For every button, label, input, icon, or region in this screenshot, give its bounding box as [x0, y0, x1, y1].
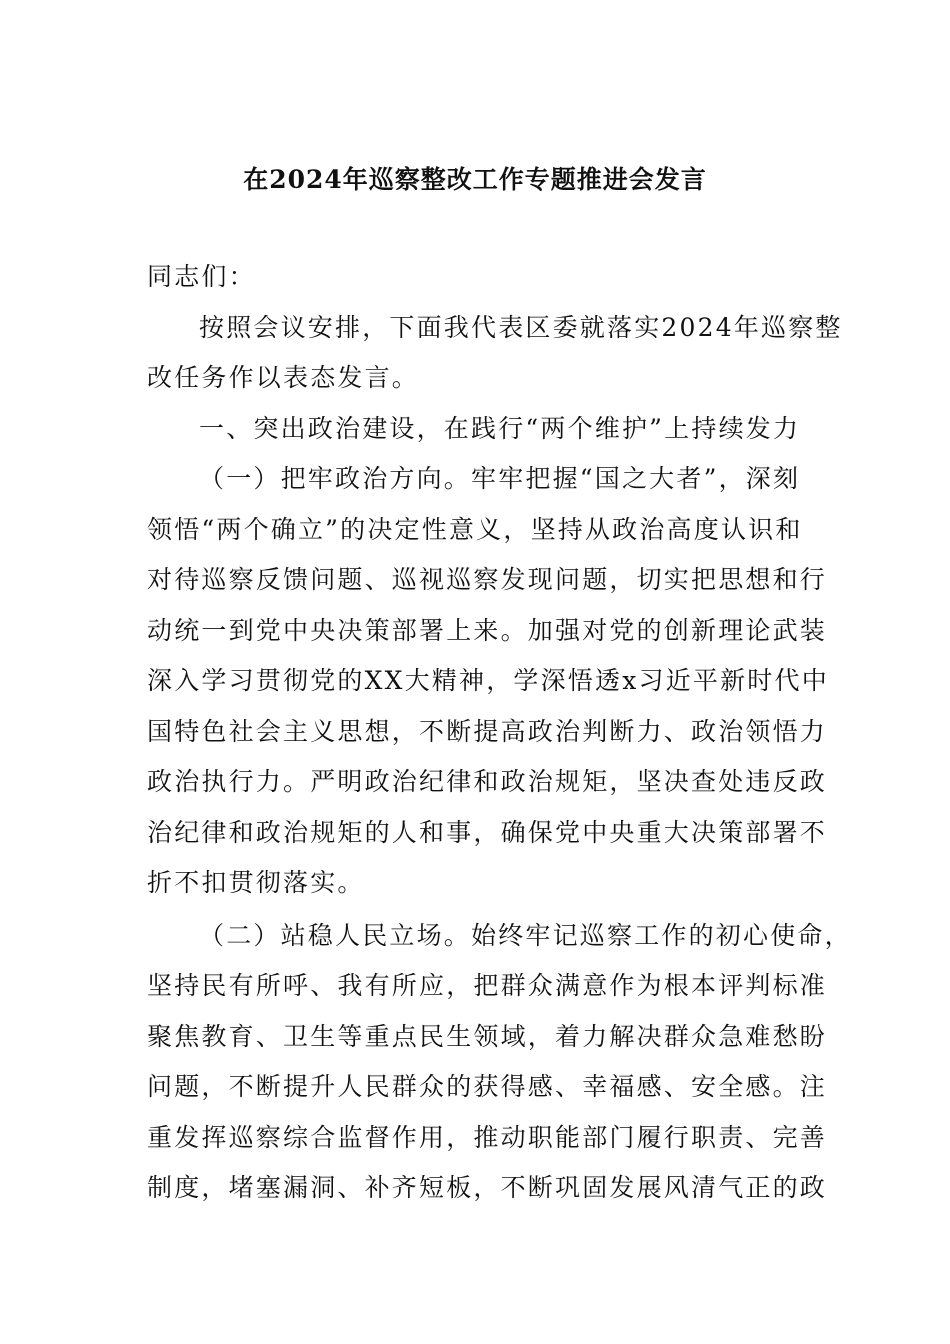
- paragraph-line: 按照会议安排，下面我代表区委就落实2024年巡察整: [199, 312, 843, 342]
- paragraph-line: 折不扣贯彻落实。: [147, 868, 365, 897]
- paragraph-line: 聚焦教育、卫生等重点民生领域，着力解决群众急难愁盼: [147, 1021, 828, 1051]
- paragraph-line: 对待巡察反馈问题、巡视巡察发现问题，切实把思想和行: [147, 565, 828, 594]
- paragraph-line: 政治执行力。严明政治纪律和政治规矩，坚决查处违反政: [147, 767, 828, 796]
- salutation: 同志们：: [147, 262, 256, 291]
- paragraph-line: 重发挥巡察综合监督作用，推动职能部门履行职责、完善: [147, 1122, 828, 1152]
- paragraph-line: 坚持民有所呼、我有所应，把群众满意作为根本评判标准: [147, 971, 828, 1000]
- paragraph-line: 改任务作以表态发言。: [147, 363, 420, 392]
- paragraph-line: （一）把牢政治方向。牢牢把握“国之大者”，深刻: [199, 464, 801, 493]
- document-body: [147, 252, 852, 1214]
- section-heading: 一、突出政治建设，在践行“两个维护”上持续发力: [199, 413, 801, 443]
- paragraph-line: 国特色社会主义思想，不断提高政治判断力、政治领悟力: [147, 716, 828, 746]
- paragraph-line: 深入学习贯彻党的XX大精神，学深悟透x习近平新时代中: [147, 666, 829, 695]
- paragraph-line: 动统一到党中央决策部署上来。加强对党的创新理论武装: [147, 615, 828, 645]
- paragraph-line: （二）站稳人民立场。始终牢记巡察工作的初心使命，: [199, 920, 852, 950]
- paragraph-line: 领悟“两个确立”的决定性意义，坚持从政治高度认识和: [147, 514, 803, 544]
- paragraph-line: 制度，堵塞漏洞、补齐短板，不断巩固发展风清气正的政: [147, 1173, 828, 1202]
- paragraph-line: 治纪律和政治规矩的人和事，确保党中央重大决策部署不: [147, 817, 828, 847]
- paragraph-line: 问题，不断提升人民群众的获得感、幸福感、安全感。注: [147, 1072, 828, 1101]
- document-title: 在2024年巡察整改工作专题推进会发言: [243, 165, 707, 194]
